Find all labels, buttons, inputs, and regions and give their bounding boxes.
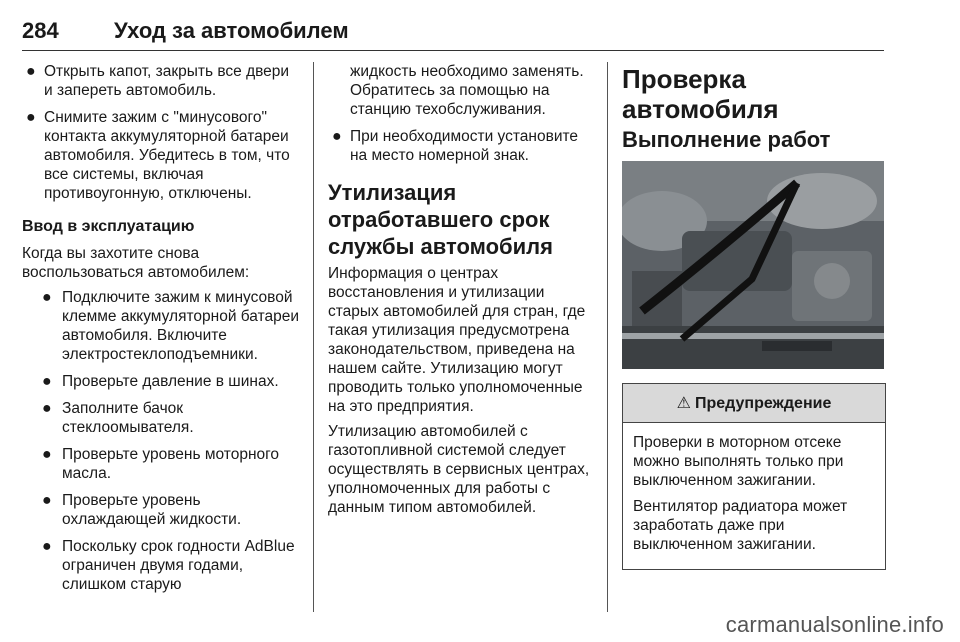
warning-paragraph: Проверки в моторном отсеке можно выполнять только при выключенном зажигании. <box>633 434 844 489</box>
column-3 <box>622 62 886 570</box>
header-rule <box>22 50 884 51</box>
bullet-icon: ● <box>42 373 52 390</box>
bullet-icon: ● <box>42 289 52 306</box>
list-item: жидкость необходимо заменять. Обратитесь за помощью на станцию техобслуживания. <box>350 63 584 118</box>
warning-paragraph: Вентилятор радиатора может заработать даже при выключенном зажигании. <box>633 498 848 553</box>
engine-bay-photo <box>622 161 884 369</box>
section-heading: Утилизация отработавшего срок службы автомобиля <box>328 180 553 259</box>
bullet-icon: ● <box>42 492 52 509</box>
warning-title: Предупреждение <box>695 394 832 412</box>
bullet-icon: ● <box>42 538 52 555</box>
list-item: ● Поскольку срок годности AdBlue ограничен двумя годами, слишком старую <box>42 538 295 593</box>
list-item: ● Снимите зажим с "минусового" контакта аккумуляторной батареи автомобиля. Убедитесь в том, что все системы, включая противоугонную, отключены. <box>26 109 290 202</box>
bullet-icon: ● <box>26 109 36 126</box>
list-item: ● Подключите зажим к минусовой клемме аккумуляторной батареи автомобиля. Включите электростеклоподъемники. <box>42 289 300 363</box>
bullet-icon: ● <box>42 400 52 417</box>
list-item: ● Проверьте уровень охлаждающей жидкости. <box>42 492 242 528</box>
paragraph: Информация о центрах восстановления и утилизации старых автомобилей для стран, где такая утилизация предусмотрена законодательством, приведена на нашем сайте. Утилизацию могут проводить только уполномоченные на это предприятия. <box>328 265 586 415</box>
recommission-bullet-list <box>22 288 302 594</box>
intro-paragraph: Когда вы захотите снова воспользоваться автомобилем: <box>22 245 250 281</box>
watermark-text: carmanualsonline.info <box>725 612 944 637</box>
paragraph: Утилизацию автомобилей с газотопливной системой следует осуществлять в сервисных центрах, уполномоченных для работы с данным типом автомобилей. <box>328 423 590 516</box>
storage-bullet-list <box>22 62 302 203</box>
list-item: ● При необходимости установите на место номерной знак. <box>332 128 579 164</box>
section-subheading: Ввод в эксплуатацию <box>22 218 195 235</box>
list-item: ● Открыть капот, закрыть все двери и запереть автомобиль. <box>26 63 290 99</box>
warning-body <box>623 423 885 569</box>
section-subheading: Выполнение работ <box>622 127 831 152</box>
column-1 <box>22 62 302 602</box>
page-header <box>22 10 884 50</box>
warning-icon: ⚠ <box>676 394 691 412</box>
list-item: ● Проверьте уровень моторного масла. <box>42 446 280 482</box>
column-2 <box>328 62 596 523</box>
chapter-title: Уход за автомобилем <box>114 18 349 43</box>
page-number: 284 <box>22 18 59 43</box>
bullet-icon: ● <box>332 128 342 145</box>
bullet-icon: ● <box>42 446 52 463</box>
column-divider-2 <box>607 62 608 612</box>
continued-bullet-list <box>328 62 596 165</box>
warning-box <box>622 383 886 570</box>
column-divider-1 <box>313 62 314 612</box>
warning-header <box>623 384 885 423</box>
list-item: ● Заполните бачок стеклоомывателя. <box>42 400 194 436</box>
section-heading: Проверка автомобиля <box>622 64 779 124</box>
bullet-icon: ● <box>26 63 36 80</box>
list-item: ● Проверьте давление в шинах. <box>42 373 279 390</box>
engine-bay-image <box>622 161 884 369</box>
